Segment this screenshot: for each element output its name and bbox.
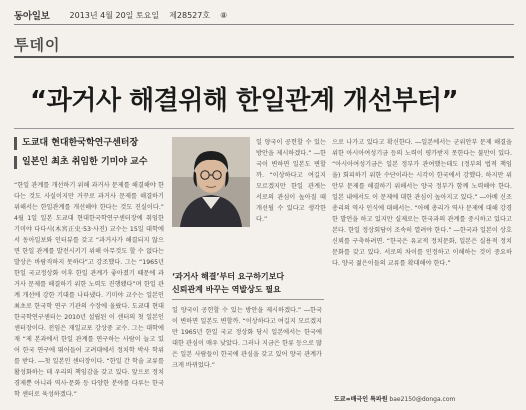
issue-number: 제28527호 (169, 10, 211, 20)
byline-person: 일본인 최초 취임한 기미야 교수 (14, 156, 177, 169)
pull-quote-line-1: ‘과거사 해결’부터 요구하기보다 (172, 272, 285, 281)
portrait-image (172, 137, 250, 227)
masthead-rule (14, 24, 514, 25)
newspaper-name: 동아일보 (14, 11, 50, 22)
pull-quote-rule (172, 299, 324, 300)
article-column-1 (14, 180, 164, 404)
pull-quote (172, 270, 324, 304)
article-text: “한일 관계를 개선하기 위해 과거사 문제를 해결해야 한다는 것도 사실이지만 거꾸로 과거사 문제를 해결하기 위해서는 한일관계를 개선해야 한다는 것도 진실이다.” 4월 1일 일본 도쿄대 현대한국학연구센터장에 취임한 기미야 다다시(木宮正史·53·사진) 교수는 15일 대학에서 동아일보와 인터뷰를 갖고 “과거사가 해결되지 않으면 한일 관계를 발전시키기 위해 아무것도 할 수 없다는 발상은 바람직하지 못하다”고 강조했다. 그는 “1965년 한일 국교정상화 이후 한일 관계가 좋아졌기 때문에 과거사 문제를 해결하기 위한 노력도 진행됐다”며 한일 관계 개선에 강한 기대를 나타냈다. 기미야 교수는 일본인 최초로 한국학 연구 기관의 수장에 올랐다. 도쿄대 현대한국학연구센터는 2010년 설립된 이 센터의 첫 일본인 센터장이다. 전임은 재일교포 강상중 교수. 그는 대학에 재 “제 본과에서 한일 관계를 연구하는 사람이 늘고 있어 한국 연구에 뛰어들어 고려대에서 정치학 박사 학위를 받다. ―첫 일본인 센터장이다. “한일 간 학술 교류를 활성화하는 데 우리의 책임감을 갖고 있다. 앞으로 정치 경제뿐 아니라 역사·문화 등 다양한 분야를 다루는 한국학 센터로 육성하겠다.” (14, 182, 164, 398)
article-text: 일 양국이 공헌할 수 있는 방안을 제시하겠다.” ―한국이 변하면 일본도 변할까. “이상하다고 여길지 모르겠지만 1965년 한일 국교 정상화 당시 일본에서는 한국에 대한 관심이 매우 낮았다. 그러나 지금은 한류 등으로 많은 일본 사람들이 한국에 관심을 갖고 있어 양국 관계가 크게 바뀌었다.” (172, 307, 322, 369)
pull-quote-line-2: 신뢰관계 바꾸는 역발상도 필요 (172, 285, 281, 294)
reporter-name: 도쿄=배극인 특파원 (334, 396, 388, 403)
article-column-3 (256, 137, 326, 272)
byline-organization: 도쿄대 현대한국학연구센터장 (14, 137, 177, 150)
headline-rule (14, 128, 514, 129)
masthead (14, 8, 514, 22)
byline (14, 137, 177, 169)
article-text: 으로 나가고 있다고 확신한다. ―일본에서는 군위안부 문제 해결을 위한 아시아여성기금 등의 노력이 평가받지 못한다는 불만이 있다. “아시아여성기금은 일본 정부가 관여했는데도 (정부의 법적 책임을) 회피하기 위한 수단이라는 시각이 한국에서 강했다. 하지만 위안부 문제를 해결하기 위해서는 양국 정부가 함께 노력해야 한다. 일본 내에서도 이 문제에 대한 관심이 높아지고 있다.” ―아베 신조 총리의 역사 인식에 대해서는. “아베 총리가 역사 문제에 대해 강경한 발언을 하고 있지만 실제로는 한국과의 관계를 중시하고 있다고 본다. 한일 정상회담이 조속히 열려야 한다.” ―한국과 일본이 상호 신뢰를 구축하려면. “한국은 유교적 정치문화, 일본은 실용적 정치문화를 갖고 있다. 서로의 차이를 인정하고 이해하는 것이 중요하다. 양국 젊은이들의 교류를 확대해야 한다.” (332, 139, 512, 267)
section-title: 투데이 (14, 36, 61, 54)
issue-date: 2013년 4월 20일 토요일 (69, 10, 160, 20)
edition-mark: ⑧ (220, 10, 228, 20)
headline: “과거사 해결위해 한일관계 개선부터” (30, 86, 459, 116)
reporter-credit (334, 394, 455, 403)
article-column-2 (172, 305, 322, 407)
reporter-email: bae2150@donga.com (389, 396, 456, 403)
article-column-4 (332, 137, 512, 399)
article-text: 일 양국이 공헌할 수 있는 방안을 제시하겠다.” ―한국이 변하면 일본도 변할까. “이상하다고 여길지 모르겠지만 한일 관계는 서로의 관심이 높아질 때 개선될 수 있다고 생각한다.” (256, 139, 326, 223)
section-rule (14, 56, 514, 58)
portrait-photo (172, 137, 250, 227)
